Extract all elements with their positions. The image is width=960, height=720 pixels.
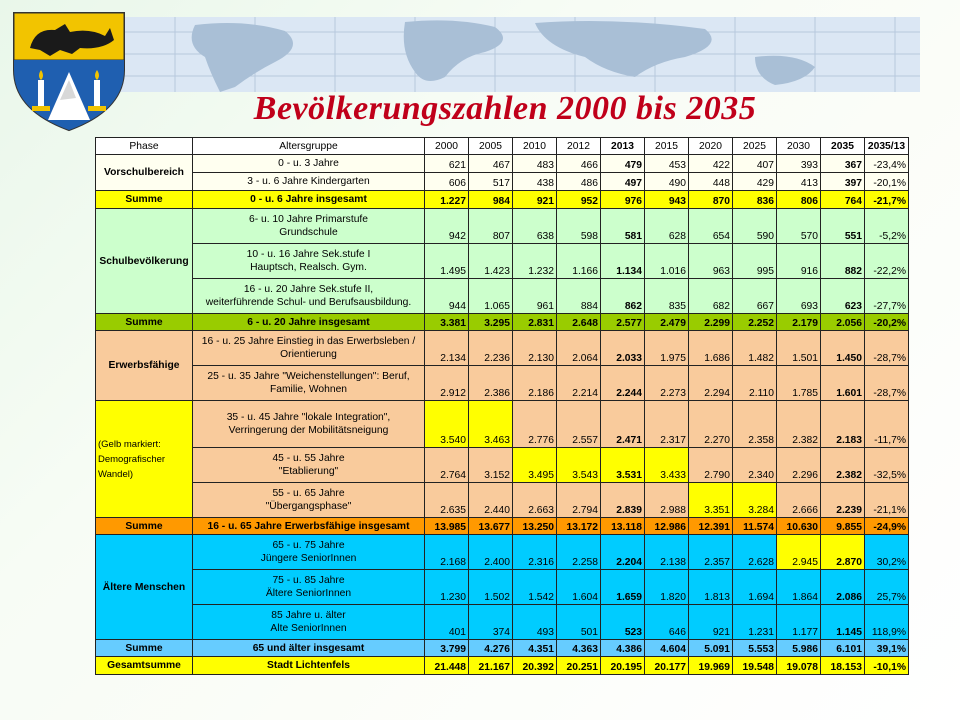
value-cell: 1.975 <box>645 331 689 366</box>
value-cell: 21.448 <box>425 657 469 675</box>
value-cell: 1.016 <box>645 244 689 279</box>
value-cell: 2.130 <box>513 331 557 366</box>
value-cell: 20.177 <box>645 657 689 675</box>
value-cell: 3.531 <box>601 448 645 483</box>
value-cell: 963 <box>689 244 733 279</box>
value-cell: 2.064 <box>557 331 601 366</box>
value-cell: 1.501 <box>777 331 821 366</box>
phase-cell: Ältere Menschen <box>96 535 193 640</box>
value-cell: 598 <box>557 209 601 244</box>
value-cell: 2.186 <box>513 366 557 401</box>
value-cell: 1.820 <box>645 570 689 605</box>
phase-cell: (Gelb markiert: Demografischer Wandel) <box>96 401 193 518</box>
table-row <box>96 535 909 570</box>
value-cell: 623 <box>821 279 865 314</box>
age-group-cell <box>193 279 425 314</box>
change-cell: -10,1% <box>865 657 909 675</box>
age-group-line: 6 - u. 20 Jahre insgesamt <box>247 316 370 328</box>
value-cell: 570 <box>777 209 821 244</box>
age-group-subline: weiterführende Schul- und Berufsausbildung. <box>205 297 412 308</box>
value-cell: 2.270 <box>689 401 733 448</box>
value-cell: 422 <box>689 155 733 173</box>
value-cell: 467 <box>469 155 513 173</box>
value-cell: 682 <box>689 279 733 314</box>
phase-cell: Erwerbsfähige <box>96 331 193 401</box>
age-group-subline: Alte SeniorInnen <box>270 623 347 634</box>
age-group-cell <box>193 314 425 331</box>
value-cell: 1.231 <box>733 605 777 640</box>
age-group-subline: Hauptsch, Realsch. Gym. <box>250 262 367 273</box>
value-cell: 367 <box>821 155 865 173</box>
table-row <box>96 640 909 657</box>
age-group-cell <box>193 191 425 209</box>
value-cell: 429 <box>733 173 777 191</box>
table-row <box>96 366 909 401</box>
age-group-line: 25 - u. 35 Jahre "Weichenstellungen": Beruf, <box>207 371 410 382</box>
age-group-cell <box>193 448 425 483</box>
value-cell: 3.433 <box>645 448 689 483</box>
value-cell: 693 <box>777 279 821 314</box>
value-cell: 976 <box>601 191 645 209</box>
table-header-row <box>96 138 909 155</box>
age-group-subline: "Übergangsphase" <box>265 501 352 512</box>
header-year: 2025 <box>733 138 777 155</box>
header-group: Altersgruppe <box>193 138 425 155</box>
age-group-line: 55 - u. 65 Jahre <box>272 488 345 499</box>
value-cell: 397 <box>821 173 865 191</box>
value-cell: 590 <box>733 209 777 244</box>
value-cell: 2.557 <box>557 401 601 448</box>
value-cell: 3.351 <box>689 483 733 518</box>
value-cell: 2.776 <box>513 401 557 448</box>
value-cell: 1.145 <box>821 605 865 640</box>
age-group-subline: Verringerung der Mobilitätsneigung <box>228 425 389 436</box>
age-group-line: 65 und älter insgesamt <box>252 642 365 654</box>
value-cell: 2.988 <box>645 483 689 518</box>
value-cell: 2.294 <box>689 366 733 401</box>
value-cell: 3.152 <box>469 448 513 483</box>
value-cell: 448 <box>689 173 733 191</box>
value-cell: 2.764 <box>425 448 469 483</box>
header-year: 2010 <box>513 138 557 155</box>
age-group-line: 16 - u. 20 Jahre Sek.stufe II, <box>243 284 374 295</box>
header-year: 2015 <box>645 138 689 155</box>
value-cell: 20.251 <box>557 657 601 675</box>
value-cell: 2.236 <box>469 331 513 366</box>
change-cell: 30,2% <box>865 535 909 570</box>
change-cell: -28,7% <box>865 366 909 401</box>
value-cell: 921 <box>513 191 557 209</box>
table-row <box>96 173 909 191</box>
phase-cell: Gesamtsumme <box>96 657 193 675</box>
value-cell: 5.986 <box>777 640 821 657</box>
value-cell: 2.400 <box>469 535 513 570</box>
value-cell: 10.630 <box>777 518 821 535</box>
change-cell: -22,2% <box>865 244 909 279</box>
age-group-line: 65 - u. 75 Jahre <box>272 540 345 551</box>
value-cell: 20.392 <box>513 657 557 675</box>
table-row <box>96 401 909 448</box>
phase-cell: Vorschulbereich <box>96 155 193 191</box>
value-cell: 401 <box>425 605 469 640</box>
value-cell: 984 <box>469 191 513 209</box>
value-cell: 3.799 <box>425 640 469 657</box>
value-cell: 501 <box>557 605 601 640</box>
value-cell: 2.110 <box>733 366 777 401</box>
table-row <box>96 244 909 279</box>
value-cell: 4.363 <box>557 640 601 657</box>
age-group-cell <box>193 640 425 657</box>
value-cell: 862 <box>601 279 645 314</box>
value-cell: 2.635 <box>425 483 469 518</box>
value-cell: 2.179 <box>777 314 821 331</box>
table-row <box>96 279 909 314</box>
value-cell: 806 <box>777 191 821 209</box>
value-cell: 1.813 <box>689 570 733 605</box>
value-cell: 2.945 <box>777 535 821 570</box>
value-cell: 453 <box>645 155 689 173</box>
value-cell: 2.252 <box>733 314 777 331</box>
value-cell: 995 <box>733 244 777 279</box>
value-cell: 11.574 <box>733 518 777 535</box>
age-group-subline: Grundschule <box>279 227 338 238</box>
value-cell: 12.986 <box>645 518 689 535</box>
change-cell: -21,1% <box>865 483 909 518</box>
value-cell: 2.239 <box>821 483 865 518</box>
value-cell: 2.790 <box>689 448 733 483</box>
value-cell: 2.086 <box>821 570 865 605</box>
age-group-cell <box>193 518 425 535</box>
age-group-line: 85 Jahre u. älter <box>271 610 346 621</box>
value-cell: 374 <box>469 605 513 640</box>
value-cell: 2.214 <box>557 366 601 401</box>
age-group-cell <box>193 331 425 366</box>
value-cell: 606 <box>425 173 469 191</box>
population-table <box>95 137 909 675</box>
value-cell: 4.604 <box>645 640 689 657</box>
value-cell: 1.604 <box>557 570 601 605</box>
header-year: 2000 <box>425 138 469 155</box>
phase-cell: Summe <box>96 191 193 209</box>
age-group-line: 35 - u. 45 Jahre "lokale Integration", <box>226 412 391 423</box>
table-row <box>96 331 909 366</box>
value-cell: 1.232 <box>513 244 557 279</box>
value-cell: 9.855 <box>821 518 865 535</box>
page-title: Bevölkerungszahlen 2000 bis 2035 <box>253 90 757 127</box>
value-cell: 2.273 <box>645 366 689 401</box>
value-cell: 1.482 <box>733 331 777 366</box>
value-cell: 2.357 <box>689 535 733 570</box>
value-cell: 19.548 <box>733 657 777 675</box>
value-cell: 13.677 <box>469 518 513 535</box>
value-cell: 2.440 <box>469 483 513 518</box>
value-cell: 551 <box>821 209 865 244</box>
table-row <box>96 314 909 331</box>
value-cell: 413 <box>777 173 821 191</box>
value-cell: 3.295 <box>469 314 513 331</box>
change-cell: -21,7% <box>865 191 909 209</box>
value-cell: 493 <box>513 605 557 640</box>
value-cell: 13.172 <box>557 518 601 535</box>
value-cell: 517 <box>469 173 513 191</box>
value-cell: 486 <box>557 173 601 191</box>
value-cell: 19.078 <box>777 657 821 675</box>
change-cell: -20,1% <box>865 173 909 191</box>
table-row <box>96 155 909 173</box>
value-cell: 2.244 <box>601 366 645 401</box>
value-cell: 581 <box>601 209 645 244</box>
value-cell: 1.065 <box>469 279 513 314</box>
change-cell: -5,2% <box>865 209 909 244</box>
value-cell: 1.502 <box>469 570 513 605</box>
value-cell: 6.101 <box>821 640 865 657</box>
value-cell: 2.912 <box>425 366 469 401</box>
value-cell: 2.839 <box>601 483 645 518</box>
value-cell: 882 <box>821 244 865 279</box>
value-cell: 2.317 <box>645 401 689 448</box>
value-cell: 3.463 <box>469 401 513 448</box>
value-cell: 1.601 <box>821 366 865 401</box>
value-cell: 807 <box>469 209 513 244</box>
change-cell: -32,5% <box>865 448 909 483</box>
value-cell: 490 <box>645 173 689 191</box>
value-cell: 1.495 <box>425 244 469 279</box>
value-cell: 1.177 <box>777 605 821 640</box>
value-cell: 961 <box>513 279 557 314</box>
header-year: 2030 <box>777 138 821 155</box>
age-group-subline: Familie, Wohnen <box>269 384 348 395</box>
change-cell: 25,7% <box>865 570 909 605</box>
value-cell: 438 <box>513 173 557 191</box>
value-cell: 2.479 <box>645 314 689 331</box>
value-cell: 3.284 <box>733 483 777 518</box>
header-phase: Phase <box>96 138 193 155</box>
value-cell: 1.686 <box>689 331 733 366</box>
phase-cell: Schulbevölkerung <box>96 209 193 314</box>
value-cell: 1.230 <box>425 570 469 605</box>
value-cell: 2.033 <box>601 331 645 366</box>
age-group-line: 0 - u. 6 Jahre insgesamt <box>250 194 367 205</box>
age-group-line: 10 - u. 16 Jahre Sek.stufe I <box>246 249 371 260</box>
value-cell: 466 <box>557 155 601 173</box>
table-row <box>96 518 909 535</box>
change-cell: -11,7% <box>865 401 909 448</box>
change-cell: -23,4% <box>865 155 909 173</box>
value-cell: 19.969 <box>689 657 733 675</box>
value-cell: 12.391 <box>689 518 733 535</box>
value-cell: 2.340 <box>733 448 777 483</box>
header-year: 2020 <box>689 138 733 155</box>
value-cell: 921 <box>689 605 733 640</box>
table-row <box>96 483 909 518</box>
value-cell: 654 <box>689 209 733 244</box>
value-cell: 4.386 <box>601 640 645 657</box>
value-cell: 2.358 <box>733 401 777 448</box>
change-cell: -24,9% <box>865 518 909 535</box>
header-year: 2005 <box>469 138 513 155</box>
age-group-cell <box>193 366 425 401</box>
age-group-line: 6- u. 10 Jahre Primarstufe <box>248 214 369 225</box>
value-cell: 667 <box>733 279 777 314</box>
value-cell: 884 <box>557 279 601 314</box>
table-row <box>96 605 909 640</box>
value-cell: 916 <box>777 244 821 279</box>
value-cell: 5.091 <box>689 640 733 657</box>
value-cell: 2.168 <box>425 535 469 570</box>
age-group-cell <box>193 605 425 640</box>
table-row <box>96 191 909 209</box>
value-cell: 836 <box>733 191 777 209</box>
value-cell: 952 <box>557 191 601 209</box>
value-cell: 942 <box>425 209 469 244</box>
header-change: 2035/13 <box>865 138 909 155</box>
age-group-cell <box>193 155 425 173</box>
age-group-line: Stadt Lichtenfels <box>267 660 350 671</box>
value-cell: 1.134 <box>601 244 645 279</box>
age-group-cell <box>193 173 425 191</box>
header-year: 2035 <box>821 138 865 155</box>
age-group-line: 16 - u. 65 Jahre Erwerbsfähige insgesamt <box>207 520 410 532</box>
value-cell: 2.258 <box>557 535 601 570</box>
value-cell: 1.785 <box>777 366 821 401</box>
phase-cell: Summe <box>96 314 193 331</box>
value-cell: 628 <box>645 209 689 244</box>
value-cell: 2.296 <box>777 448 821 483</box>
value-cell: 3.543 <box>557 448 601 483</box>
value-cell: 2.577 <box>601 314 645 331</box>
change-cell: 39,1% <box>865 640 909 657</box>
age-group-cell <box>193 209 425 244</box>
value-cell: 18.153 <box>821 657 865 675</box>
value-cell: 13.250 <box>513 518 557 535</box>
value-cell: 3.495 <box>513 448 557 483</box>
value-cell: 1.227 <box>425 191 469 209</box>
age-group-line: 45 - u. 55 Jahre <box>272 453 345 464</box>
value-cell: 1.864 <box>777 570 821 605</box>
change-cell: -20,2% <box>865 314 909 331</box>
value-cell: 5.553 <box>733 640 777 657</box>
age-group-subline: "Etablierung" <box>278 466 339 477</box>
value-cell: 3.381 <box>425 314 469 331</box>
value-cell: 2.299 <box>689 314 733 331</box>
value-cell: 407 <box>733 155 777 173</box>
value-cell: 1.423 <box>469 244 513 279</box>
value-cell: 2.870 <box>821 535 865 570</box>
value-cell: 1.542 <box>513 570 557 605</box>
change-cell: -28,7% <box>865 331 909 366</box>
value-cell: 13.118 <box>601 518 645 535</box>
value-cell: 2.663 <box>513 483 557 518</box>
value-cell: 2.666 <box>777 483 821 518</box>
age-group-line: 3 - u. 6 Jahre Kindergarten <box>247 176 370 187</box>
value-cell: 2.382 <box>821 448 865 483</box>
value-cell: 2.471 <box>601 401 645 448</box>
phase-cell: Summe <box>96 518 193 535</box>
value-cell: 944 <box>425 279 469 314</box>
value-cell: 2.648 <box>557 314 601 331</box>
age-group-cell <box>193 535 425 570</box>
value-cell: 1.694 <box>733 570 777 605</box>
age-group-line: 16 - u. 25 Jahre Einstieg in das Erwerbsleben / <box>201 336 416 347</box>
value-cell: 1.166 <box>557 244 601 279</box>
value-cell: 4.351 <box>513 640 557 657</box>
value-cell: 1.450 <box>821 331 865 366</box>
value-cell: 2.382 <box>777 401 821 448</box>
value-cell: 870 <box>689 191 733 209</box>
world-map-banner <box>115 17 920 92</box>
value-cell: 2.183 <box>821 401 865 448</box>
header-year: 2012 <box>557 138 601 155</box>
value-cell: 2.134 <box>425 331 469 366</box>
value-cell: 13.985 <box>425 518 469 535</box>
value-cell: 646 <box>645 605 689 640</box>
table-row <box>96 209 909 244</box>
age-group-subline: Orientierung <box>280 349 337 360</box>
change-cell: -27,7% <box>865 279 909 314</box>
table-row <box>96 448 909 483</box>
age-group-cell <box>193 570 425 605</box>
change-cell: 118,9% <box>865 605 909 640</box>
table-row <box>96 570 909 605</box>
value-cell: 523 <box>601 605 645 640</box>
value-cell: 483 <box>513 155 557 173</box>
table-body <box>96 138 909 675</box>
value-cell: 2.386 <box>469 366 513 401</box>
value-cell: 638 <box>513 209 557 244</box>
age-group-cell <box>193 483 425 518</box>
value-cell: 835 <box>645 279 689 314</box>
value-cell: 621 <box>425 155 469 173</box>
value-cell: 2.138 <box>645 535 689 570</box>
value-cell: 764 <box>821 191 865 209</box>
value-cell: 2.831 <box>513 314 557 331</box>
value-cell: 393 <box>777 155 821 173</box>
value-cell: 2.628 <box>733 535 777 570</box>
age-group-line: 75 - u. 85 Jahre <box>272 575 345 586</box>
value-cell: 2.794 <box>557 483 601 518</box>
value-cell: 20.195 <box>601 657 645 675</box>
value-cell: 21.167 <box>469 657 513 675</box>
age-group-subline: Ältere SeniorInnen <box>265 588 352 599</box>
value-cell: 943 <box>645 191 689 209</box>
value-cell: 497 <box>601 173 645 191</box>
value-cell: 479 <box>601 155 645 173</box>
value-cell: 2.204 <box>601 535 645 570</box>
table-row <box>96 657 909 675</box>
age-group-subline: Jüngere SeniorInnen <box>260 553 357 564</box>
age-group-cell <box>193 657 425 675</box>
age-group-cell <box>193 401 425 448</box>
value-cell: 2.056 <box>821 314 865 331</box>
phase-cell: Summe <box>96 640 193 657</box>
value-cell: 3.540 <box>425 401 469 448</box>
value-cell: 4.276 <box>469 640 513 657</box>
age-group-line: 0 - u. 3 Jahre <box>278 158 339 169</box>
value-cell: 2.316 <box>513 535 557 570</box>
header-year: 2013 <box>601 138 645 155</box>
value-cell: 1.659 <box>601 570 645 605</box>
age-group-cell <box>193 244 425 279</box>
